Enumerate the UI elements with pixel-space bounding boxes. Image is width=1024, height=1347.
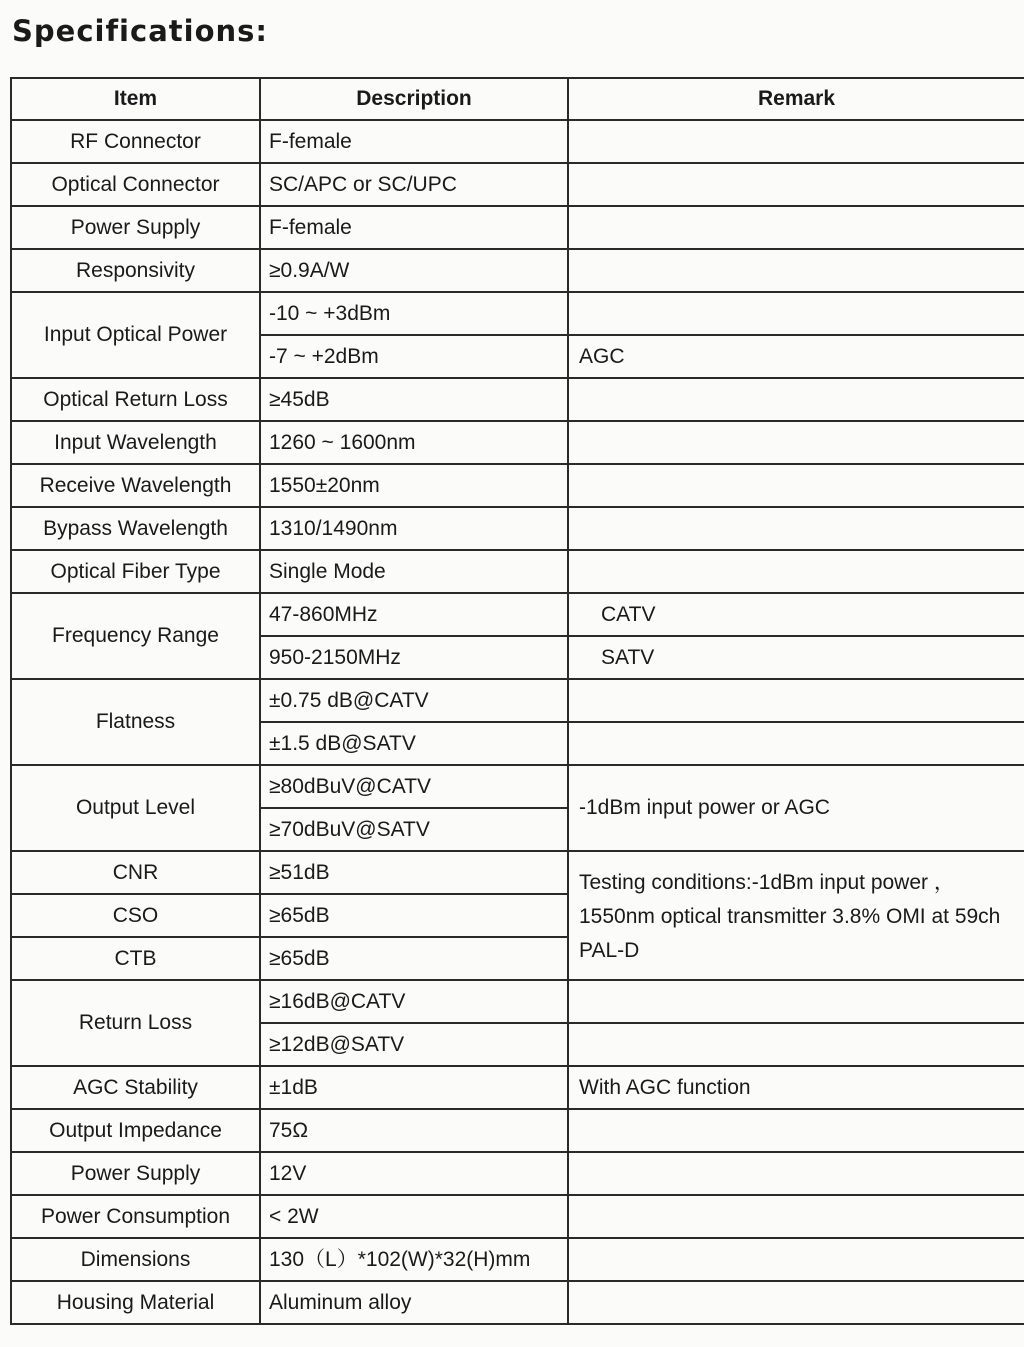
table-row <box>11 206 1024 249</box>
item-cell: CNR <box>11 851 260 894</box>
remark-cell <box>568 550 1024 593</box>
description-cell: ≥16dB@CATV <box>260 980 568 1023</box>
table-row <box>11 765 1024 808</box>
remark-cell: CATV <box>568 593 1024 636</box>
remark-cell <box>568 464 1024 507</box>
item-cell: Power Supply <box>11 1152 260 1195</box>
description-cell: ±0.75 dB@CATV <box>260 679 568 722</box>
header-item: Item <box>11 78 260 120</box>
remark-cell <box>568 1152 1024 1195</box>
table-row <box>11 1238 1024 1281</box>
description-cell: SC/APC or SC/UPC <box>260 163 568 206</box>
item-cell: Optical Connector <box>11 163 260 206</box>
table-row <box>11 1066 1024 1109</box>
remark-cell <box>568 1238 1024 1281</box>
item-cell: Power Supply <box>11 206 260 249</box>
item-cell: Return Loss <box>11 980 260 1066</box>
remark-cell <box>568 1281 1024 1324</box>
item-cell: Optical Return Loss <box>11 378 260 421</box>
table-row <box>11 550 1024 593</box>
remark-cell <box>568 421 1024 464</box>
description-cell: 130（L）*102(W)*32(H)mm <box>260 1238 568 1281</box>
testing-line-1: Testing conditions:-1dBm input power ， <box>579 871 955 894</box>
specifications-table <box>10 77 1024 1325</box>
description-cell: 1310/1490nm <box>260 507 568 550</box>
item-cell: CSO <box>11 894 260 937</box>
table-row <box>11 851 1024 894</box>
table-row <box>11 507 1024 550</box>
remark-cell <box>568 120 1024 163</box>
testing-line-2: 1550nm optical transmitter 3.8% OMI at 59ch <box>579 905 1001 928</box>
item-cell: Receive Wavelength <box>11 464 260 507</box>
remark-cell <box>568 507 1024 550</box>
description-cell: ±1.5 dB@SATV <box>260 722 568 765</box>
item-cell: CTB <box>11 937 260 980</box>
description-cell: 1550±20nm <box>260 464 568 507</box>
description-cell: ≥0.9A/W <box>260 249 568 292</box>
description-cell: ≥45dB <box>260 378 568 421</box>
item-cell: Input Optical Power <box>11 292 260 378</box>
item-cell: Output Level <box>11 765 260 851</box>
page-title: Specifications: <box>12 14 268 48</box>
table-row <box>11 980 1024 1023</box>
table-row <box>11 1152 1024 1195</box>
remark-cell <box>568 1023 1024 1066</box>
header-remark: Remark <box>568 78 1024 120</box>
remark-cell <box>568 679 1024 722</box>
table-row <box>11 120 1024 163</box>
table-row <box>11 679 1024 722</box>
remark-cell: -1dBm input power or AGC <box>568 765 1024 851</box>
description-cell: -10 ~ +3dBm <box>260 292 568 335</box>
item-cell: Bypass Wavelength <box>11 507 260 550</box>
item-cell: Flatness <box>11 679 260 765</box>
description-cell: F-female <box>260 120 568 163</box>
description-cell: 75Ω <box>260 1109 568 1152</box>
remark-cell <box>568 206 1024 249</box>
table-row <box>11 1281 1024 1324</box>
description-cell: ≥51dB <box>260 851 568 894</box>
description-cell: F-female <box>260 206 568 249</box>
description-cell: 1260 ~ 1600nm <box>260 421 568 464</box>
description-cell: -7 ~ +2dBm <box>260 335 568 378</box>
description-cell: Single Mode <box>260 550 568 593</box>
description-cell: ±1dB <box>260 1066 568 1109</box>
item-cell: Output Impedance <box>11 1109 260 1152</box>
item-cell: RF Connector <box>11 120 260 163</box>
remark-cell: With AGC function <box>568 1066 1024 1109</box>
remark-cell: SATV <box>568 636 1024 679</box>
table-row <box>11 249 1024 292</box>
item-cell: Housing Material <box>11 1281 260 1324</box>
table-row <box>11 464 1024 507</box>
remark-cell <box>568 378 1024 421</box>
description-cell: ≥65dB <box>260 937 568 980</box>
remark-cell: AGC <box>568 335 1024 378</box>
description-cell: ≥12dB@SATV <box>260 1023 568 1066</box>
description-cell: 47-860MHz <box>260 593 568 636</box>
remark-cell <box>568 1109 1024 1152</box>
description-cell: ≥65dB <box>260 894 568 937</box>
item-cell: AGC Stability <box>11 1066 260 1109</box>
remark-cell <box>568 1195 1024 1238</box>
table-row <box>11 292 1024 335</box>
table-header-row <box>11 78 1024 120</box>
remark-cell <box>568 980 1024 1023</box>
remark-cell <box>568 292 1024 335</box>
table-row <box>11 1109 1024 1152</box>
table-row <box>11 163 1024 206</box>
item-cell: Responsivity <box>11 249 260 292</box>
item-cell: Optical Fiber Type <box>11 550 260 593</box>
table-row <box>11 1195 1024 1238</box>
remark-cell <box>568 163 1024 206</box>
item-cell: Frequency Range <box>11 593 260 679</box>
item-cell: Dimensions <box>11 1238 260 1281</box>
table-row <box>11 378 1024 421</box>
item-cell: Power Consumption <box>11 1195 260 1238</box>
remark-cell <box>568 249 1024 292</box>
description-cell: Aluminum alloy <box>260 1281 568 1324</box>
description-cell: ≥70dBuV@SATV <box>260 808 568 851</box>
description-cell: ≥80dBuV@CATV <box>260 765 568 808</box>
description-cell: 950-2150MHz <box>260 636 568 679</box>
table-row <box>11 593 1024 636</box>
item-cell: Input Wavelength <box>11 421 260 464</box>
description-cell: 12V <box>260 1152 568 1195</box>
header-description: Description <box>260 78 568 120</box>
testing-line-3: PAL-D <box>579 939 640 962</box>
remark-cell <box>568 722 1024 765</box>
description-cell: < 2W <box>260 1195 568 1238</box>
testing-conditions-remark <box>568 851 1024 980</box>
table-row <box>11 421 1024 464</box>
